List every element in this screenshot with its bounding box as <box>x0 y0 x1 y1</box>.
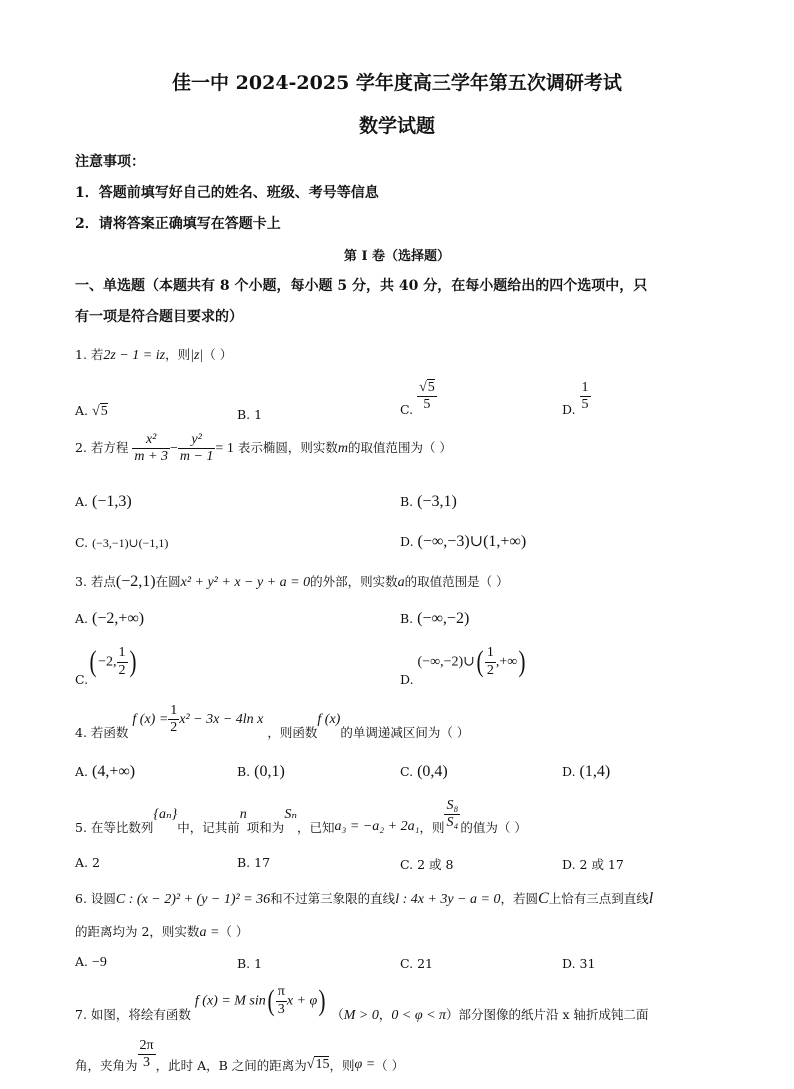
q1-prefix: 1. 若 <box>75 347 104 362</box>
q2-c-label: C. <box>75 535 89 550</box>
q4-option-c <box>400 763 448 781</box>
q2-c-value: (−3,−1)∪(−1,1) <box>92 536 169 550</box>
q3-var: a <box>397 575 405 590</box>
q7-line2c: ，则 <box>329 1058 355 1074</box>
question-2 <box>75 432 452 465</box>
q6-option-c: C. 21 <box>400 956 433 971</box>
q2-frac1-den: m + 3 <box>134 449 168 465</box>
question-7: 7. 如图，将绘有函数 f (x) = M sin( $\frac{\pi}{3}$ x + φ) （M > 0，0 < φ < π）部分图像的纸片沿 x 轴折成钝二面 <box>75 984 649 1023</box>
q3-d-label: D. <box>400 671 414 687</box>
question-1 <box>75 345 232 364</box>
q5-option-c: C. 2 或 8 <box>400 857 454 872</box>
q7-dist: 15 <box>315 1057 330 1073</box>
q5-seq: {aₙ} <box>153 807 178 823</box>
q6-prefix: 6. 设圆 <box>75 891 116 906</box>
q3-option-b <box>400 610 469 628</box>
q7-suffix: （ ） <box>375 1058 405 1074</box>
exam-title: 佳一中 2024-2025 学年度高三学年第五次调研考试 <box>172 72 622 94</box>
q4-frac-den: 2 <box>170 720 178 736</box>
q3-option-d: D. (−∞,−2)∪( $\frac{1}{2}$ ,+∞) <box>400 645 526 687</box>
section-heading-line2: 有一项是符合题目要求的） <box>75 309 243 325</box>
question-5 <box>75 798 527 836</box>
q1-equation: 2z − 1 = iz <box>103 348 166 363</box>
q3-circle: x² + y² + x − y + a = 0 <box>180 575 311 590</box>
q7-phi: φ = <box>354 1057 376 1073</box>
q5-option-d: D. 2 或 17 <box>562 857 624 872</box>
q7-pi-den: 3 <box>277 1001 285 1017</box>
q7-cond2: 0 < φ < π <box>391 1007 447 1023</box>
q3-b-value: (−∞,−2) <box>417 610 470 627</box>
q4-c-label: C. <box>400 764 414 779</box>
q3-option-c: C.( −2, $\frac{1}{2}$ ) <box>75 645 136 687</box>
q5-mid4: ，则 <box>419 820 445 836</box>
q5-option-b: B. 17 <box>237 855 271 870</box>
q4-b-value: (0,1) <box>254 763 285 780</box>
q2-b-label: B. <box>400 494 414 509</box>
q3-c-left: −2, <box>98 654 117 670</box>
q1-mid: ，则 <box>165 347 191 362</box>
q2-option-c <box>75 535 168 551</box>
question-7-line2: 角，夹角为 $\frac{2\pi}{3}$ ，此时 A，B 之间的距离为√15，则φ =（ ） <box>75 1038 405 1074</box>
q2-d-value: (−∞,−3)∪(1,+∞) <box>417 533 527 550</box>
q4-fx2: f (x) <box>317 712 341 728</box>
q3-suffix: 的取值范围是（ ） <box>404 574 509 589</box>
q3-c-num: 1 <box>117 645 128 662</box>
q7-fx: f (x) = M sin <box>194 993 266 1009</box>
q7-prefix: 7. 如图，将绘有函数 <box>75 1006 191 1022</box>
q2-prefix: 2. 若方程 <box>75 440 129 456</box>
q6-option-d: D. 31 <box>562 956 596 971</box>
question-4 <box>75 703 470 741</box>
q6-mid1: 和不过第三象限的直线 <box>270 891 396 906</box>
q3-c-label: C. <box>75 671 89 687</box>
q5-ratio-num: S₈ <box>444 798 460 815</box>
q4-d-value: (1,4) <box>579 763 611 780</box>
q2-b-value: (−3,1) <box>417 493 457 510</box>
q1-option-b: B. 1 <box>237 407 263 422</box>
q5-mid3: ，已知 <box>297 820 335 836</box>
q6-mid3: 上恰有三点到直线 <box>548 891 649 906</box>
q1-d-den: 5 <box>581 397 589 413</box>
q4-a-label: A. <box>75 764 89 779</box>
q3-point: (−2,1) <box>115 573 156 590</box>
notice-item-2: 2．请将答案正确填写在答题卡上 <box>75 216 281 232</box>
q2-d-label: D. <box>400 534 414 549</box>
q1-option-a: A. √5 <box>75 403 108 419</box>
question-3 <box>75 572 509 591</box>
q5-ratio-den: S₄ <box>446 815 459 831</box>
q2-option-b <box>400 493 457 511</box>
q4-option-b <box>237 763 285 781</box>
q3-option-a <box>75 610 144 628</box>
q4-option-a <box>75 763 135 781</box>
q3-text: 的外部，则实数 <box>310 574 398 589</box>
q1-c-label: C. <box>400 402 414 418</box>
q4-fx: f (x) = <box>132 712 169 728</box>
part-title: 第 I 卷（选择题） <box>343 249 451 264</box>
q4-mid: ，则函数 <box>267 725 318 741</box>
q6-circle: C : (x − 2)² + (y − 1)² = 36 <box>115 892 271 907</box>
q2-option-d <box>400 531 526 551</box>
q4-frac-num: 1 <box>168 703 179 720</box>
q1-option-c: C. $\frac{√5}{5}$ <box>400 380 435 418</box>
q2-eq1: = 1 <box>215 441 234 457</box>
q7-comma: ， <box>378 1006 392 1022</box>
q6-option-b: B. 1 <box>237 956 263 971</box>
q7-line2a: 角，夹角为 <box>75 1058 138 1074</box>
q2-var: m <box>337 441 348 457</box>
q2-option-a <box>75 493 132 511</box>
q2-suffix: 的取值范围为（ ） <box>347 440 452 456</box>
q4-rest: x² − 3x − 4ln x <box>179 712 264 728</box>
q5-mid1: 中，记其前 <box>177 820 240 836</box>
q4-b-label: B. <box>237 764 251 779</box>
q7-line2b: ，此时 A，B 之间的距离为 <box>155 1058 307 1074</box>
section-heading-line1: 一、单选题（本题共有 8 个小题，每小题 5 分，共 40 分，在每小题给出的四个选项中，只 <box>75 278 648 294</box>
q5-n: n <box>239 807 247 823</box>
q3-prefix: 3. 若点 <box>75 574 116 589</box>
q6-option-a <box>75 954 107 971</box>
q5-suffix: 的值为（ ） <box>460 820 527 836</box>
q2-text: 表示椭圆，则实数 <box>237 440 338 456</box>
q3-mid: 在圆 <box>155 574 181 589</box>
q6-a: a = <box>199 925 220 940</box>
q6-l: l <box>648 890 654 907</box>
q7-angle-den: 3 <box>143 1055 151 1071</box>
q1-a-label: A. <box>75 403 89 418</box>
q2-frac1-num: x² <box>132 432 170 449</box>
notice-item-1: 1．答题前填写好自己的姓名、班级、考号等信息 <box>75 185 379 201</box>
q1-a-value: 5 <box>100 404 108 419</box>
q4-d-label: D. <box>562 764 576 779</box>
q3-a-label: A. <box>75 611 89 626</box>
q6-mid2: ，若圆 <box>500 891 539 906</box>
q4-c-value: (0,4) <box>417 763 448 780</box>
q7-cond1: M > 0 <box>343 1007 379 1023</box>
q7-tail: x + φ <box>286 993 318 1009</box>
q4-a-value: (4,+∞) <box>92 763 136 780</box>
q5-cond: a₃ = −a₂ + 2a₁ <box>334 819 420 835</box>
question-6-line2 <box>75 922 248 941</box>
q2-minus: − <box>169 441 178 457</box>
q2-frac2-num: y² <box>178 432 216 449</box>
q7-text1: 部分图像的纸片沿 x 轴折成钝二面 <box>458 1006 649 1022</box>
question-6 <box>75 889 653 908</box>
q7-pi-num: π <box>276 984 287 1001</box>
notice-heading: 注意事项： <box>75 154 145 170</box>
q7-angle-num: 2π <box>138 1038 156 1055</box>
q3-d-right: ,+∞ <box>495 654 518 670</box>
q6-line: l : 4x + 3y − a = 0 <box>395 892 501 907</box>
q5-option-a: A. 2 <box>75 855 100 870</box>
q3-d-num: 1 <box>485 645 496 662</box>
q6-a-label: A. <box>75 954 89 969</box>
q1-suffix: （ ） <box>203 347 233 362</box>
q2-a-value: (−1,3) <box>92 493 132 510</box>
q5-mid2: 项和为 <box>246 820 285 836</box>
q5-sn: Sₙ <box>284 807 297 823</box>
q5-prefix: 5. 在等比数列 <box>75 820 154 836</box>
q1-abs: |z| <box>190 348 204 363</box>
q6-suffix: （ ） <box>219 924 249 939</box>
q4-suffix: 的单调递减区间为（ ） <box>340 725 470 741</box>
q1-c-num: 5 <box>427 380 435 395</box>
q3-a-value: (−2,+∞) <box>92 610 145 627</box>
q6-line2: 的距离均为 2，则实数 <box>75 924 200 939</box>
q1-d-num: 1 <box>580 380 591 397</box>
q4-option-d <box>562 763 610 781</box>
q3-d-left: (−∞,−2)∪ <box>417 654 475 670</box>
q4-prefix: 4. 若函数 <box>75 725 129 741</box>
q2-a-label: A. <box>75 494 89 509</box>
q1-c-den: 5 <box>423 397 431 413</box>
q3-b-label: B. <box>400 611 414 626</box>
q3-c-den: 2 <box>118 662 126 678</box>
q2-frac2-den: m − 1 <box>179 449 214 465</box>
q6-c: C <box>538 890 549 907</box>
q1-option-d <box>562 380 591 418</box>
exam-subtitle: 数学试题 <box>358 115 435 137</box>
q1-d-label: D. <box>562 402 576 418</box>
q6-a-value: −9 <box>92 955 107 970</box>
q3-d-den: 2 <box>486 662 494 678</box>
